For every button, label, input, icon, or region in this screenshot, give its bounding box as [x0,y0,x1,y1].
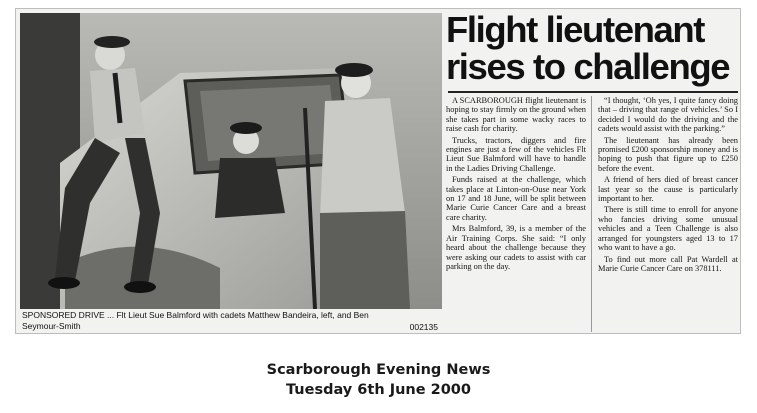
publication-date: Tuesday 6th June 2000 [286,382,471,398]
headline-line-1: Flight lieutenant [446,9,705,50]
headline [446,11,738,85]
paragraph: Funds raised at the challenge, which takes place at Linton-on-Ouse near York on 17 and 18 June, will be split between Marie Curie Cancer Care and a breast care charity. [446,175,586,222]
paragraph: A SCARBOROUGH flight lieutenant is hoping to stay firmly on the ground when she takes part in some wacky races to raise cash for charity. [446,96,587,134]
paragraph: Trucks, tractors, diggers and fire engines are just a few of the vehicles Flt Lieut Sue Balmford will have to handle in the Ladies Driving Challenge. [446,135,586,173]
caption-text: SPONSORED DRIVE ... Flt Lieut Sue Balmford with cadets Matthew Bandeira, left, and Ben Seymour-Smith [22,310,369,331]
headline-line-2: rises to challenge [446,46,730,87]
source-credit [0,360,757,400]
photo-illustration [20,13,442,309]
paragraph: “I thought, ‘Oh yes, I quite fancy doing that – driving that range of vehicles.’ So I decided I would do the driving and the cadets would assist with the parking.” [598,96,738,134]
article-column-2 [598,96,738,275]
article-column-1 [446,96,586,273]
newspaper-clipping [15,8,741,334]
photo-caption [20,309,442,333]
news-photo [20,13,442,309]
paragraph: There is still time to enroll for anyone who fancies driving some unusual vehicles and a Teen Challenge is also arranged for youngsters aged 13 to 17 who want to have a go. [598,205,738,253]
paragraph: The lieutenant has already been promised £200 sponsorship money and is hoping to push that figure up to £250 before the event. [598,135,738,173]
paragraph: A friend of hers died of breast cancer last year so the cause is particularly important to her. [598,175,738,204]
photo-reference-code: 002135 [409,322,438,332]
paragraph: Mrs Balmford, 39, is a member of the Air Training Corps. She said: “I only heard about the challenge because they were asking our cadets to assist with car parking on the day. [446,224,586,271]
headline-rule [448,91,738,93]
column-divider [591,96,592,332]
publication-name: Scarborough Evening News [266,362,491,378]
paragraph: To find out more call Pat Wardell at Marie Curie Cancer Care on 378111. [598,254,738,273]
